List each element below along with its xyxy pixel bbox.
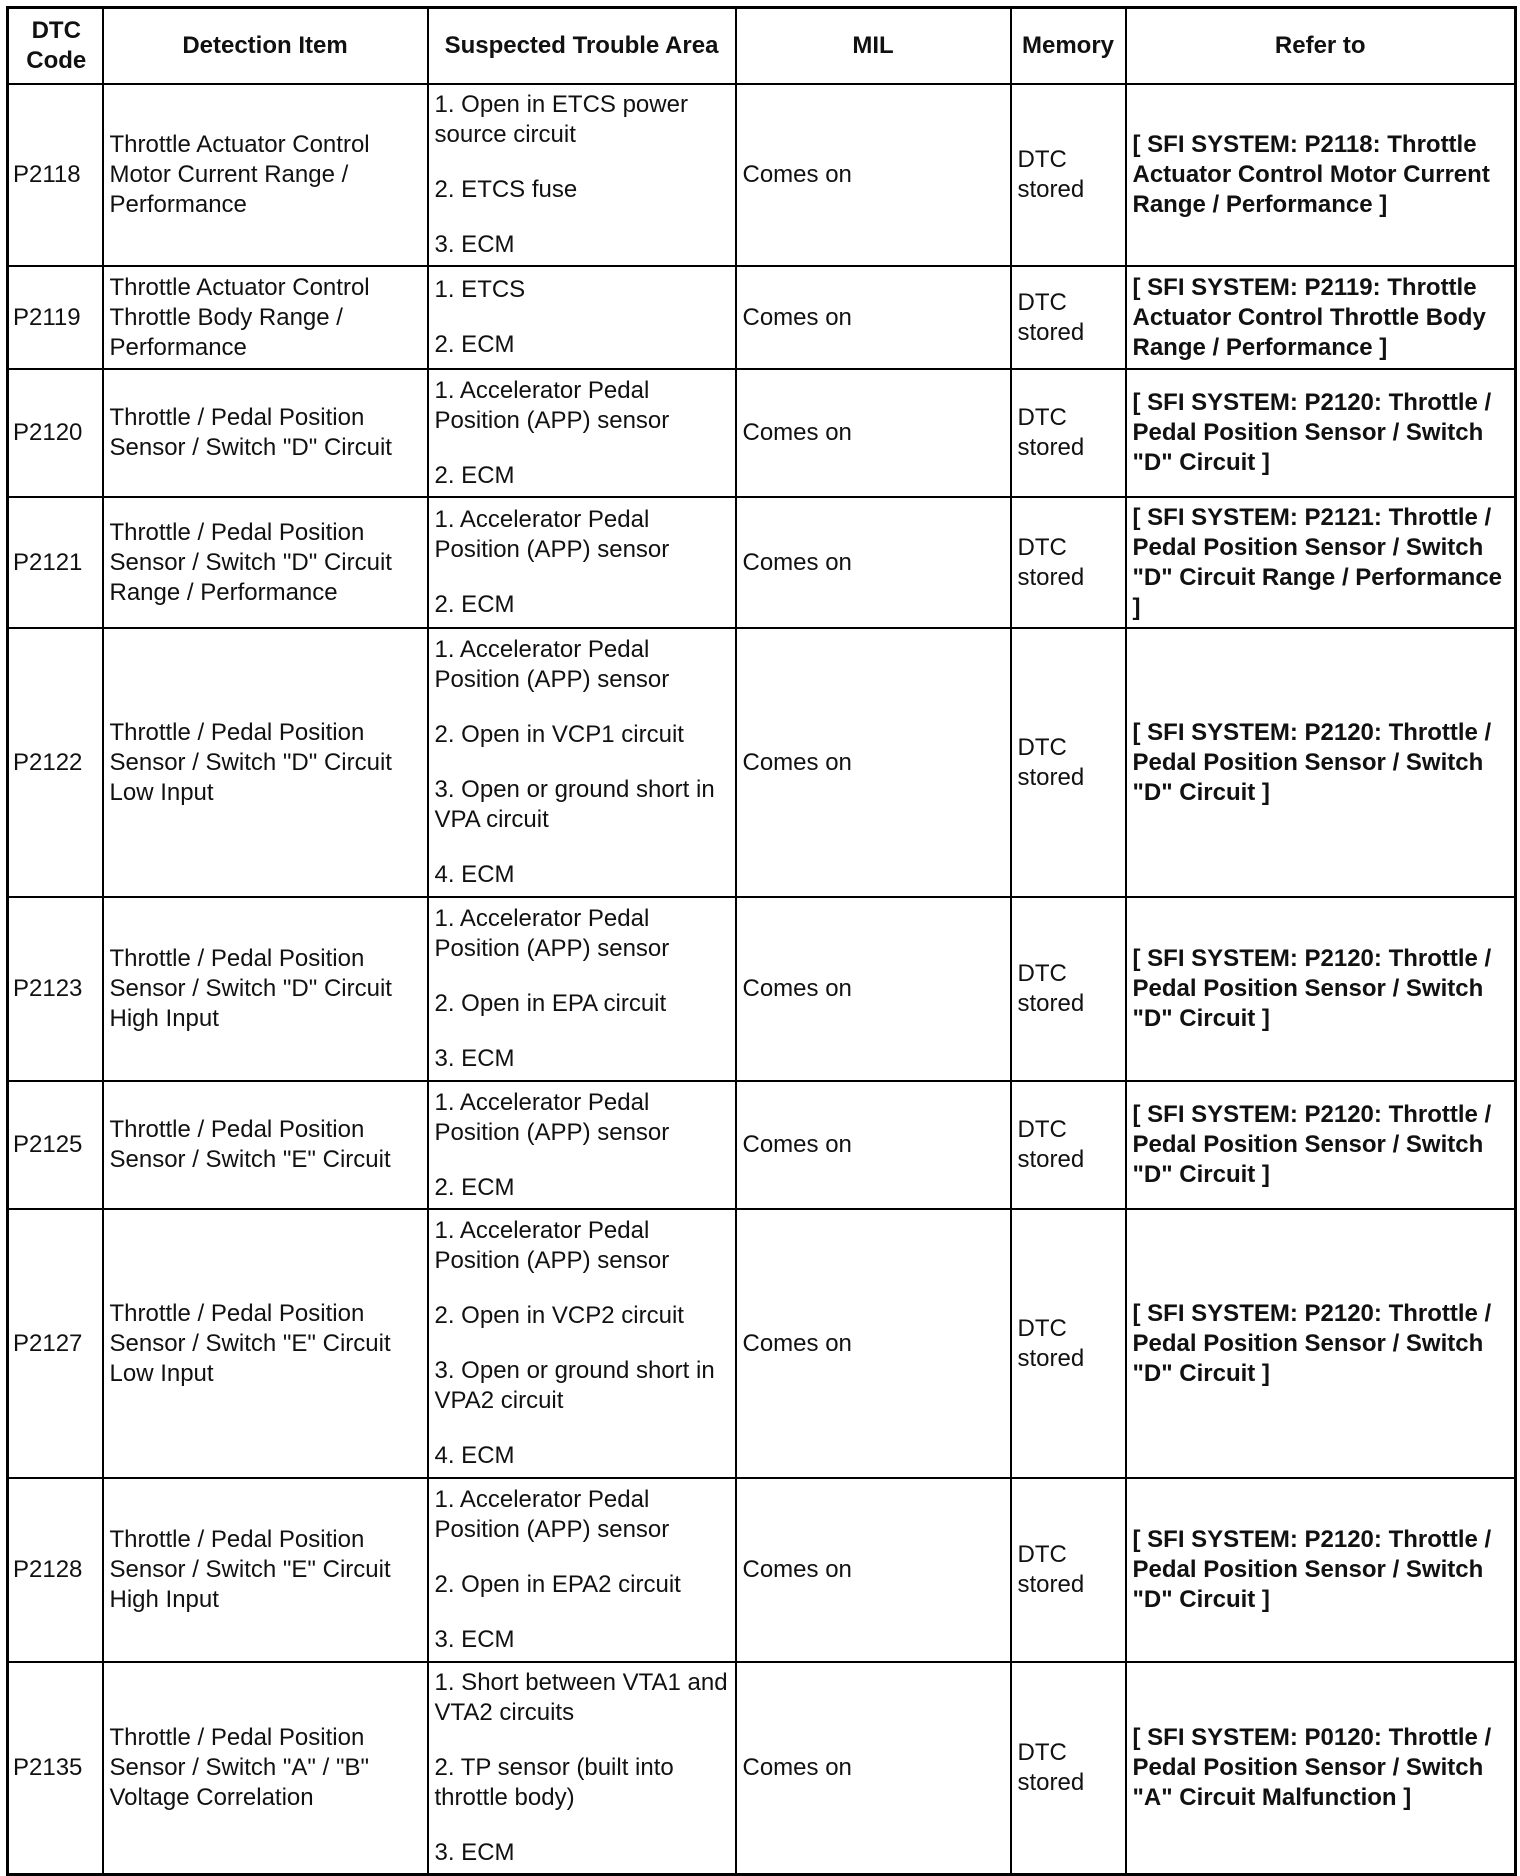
header-dtc-code: DTC Code: [8, 8, 103, 85]
trouble-item: 1. Open in ETCS power source circuit: [434, 91, 688, 148]
trouble-item: 2. Open in EPA circuit: [434, 990, 667, 1017]
document-page: [6, 6, 1514, 1876]
suspected-trouble-area-cell: [428, 266, 736, 369]
trouble-item: 3. Open or ground short in VPA circuit: [434, 776, 715, 833]
trouble-item: 2. ECM: [434, 331, 515, 358]
refer-to-cell: [ SFI SYSTEM: P2120: Throttle / Pedal Position Sensor / Switch "D" Circuit ]: [1126, 369, 1516, 497]
table-body: [8, 84, 1516, 1874]
mil-cell: Comes on: [736, 1081, 1011, 1209]
suspected-trouble-area-cell: [428, 1209, 736, 1478]
dtc-code-cell: P2121: [8, 497, 103, 628]
trouble-item: 4. ECM: [434, 1442, 515, 1469]
refer-to-cell: [ SFI SYSTEM: P0120: Throttle / Pedal Position Sensor / Switch "A" Circuit Malfunction ]: [1126, 1662, 1516, 1874]
suspected-trouble-area-cell: [428, 1662, 736, 1874]
mil-cell: Comes on: [736, 628, 1011, 897]
table-row: [8, 84, 1516, 266]
table-row: [8, 266, 1516, 369]
table-row: [8, 1662, 1516, 1874]
trouble-item: 1. Accelerator Pedal Position (APP) sensor: [434, 1486, 670, 1543]
memory-cell: DTC stored: [1011, 266, 1126, 369]
dtc-code-cell: P2122: [8, 628, 103, 897]
mil-cell: Comes on: [736, 1478, 1011, 1662]
table-row: [8, 628, 1516, 897]
trouble-item: 1. Accelerator Pedal Position (APP) sensor: [434, 905, 670, 962]
detection-item-cell: Throttle / Pedal Position Sensor / Switch "D" Circuit Range / Performance: [103, 497, 428, 628]
detection-item-cell: Throttle / Pedal Position Sensor / Switch "D" Circuit High Input: [103, 897, 428, 1081]
detection-item-cell: Throttle / Pedal Position Sensor / Switch "E" Circuit: [103, 1081, 428, 1209]
mil-cell: Comes on: [736, 1662, 1011, 1874]
suspected-trouble-area-cell: [428, 628, 736, 897]
mil-cell: Comes on: [736, 897, 1011, 1081]
dtc-code-cell: P2135: [8, 1662, 103, 1874]
dtc-code-cell: P2123: [8, 897, 103, 1081]
refer-to-cell: [ SFI SYSTEM: P2120: Throttle / Pedal Position Sensor / Switch "D" Circuit ]: [1126, 1209, 1516, 1478]
memory-cell: DTC stored: [1011, 897, 1126, 1081]
memory-cell: DTC stored: [1011, 1209, 1126, 1478]
memory-cell: DTC stored: [1011, 84, 1126, 266]
dtc-code-cell: P2127: [8, 1209, 103, 1478]
trouble-item: 3. Open or ground short in VPA2 circuit: [434, 1357, 715, 1414]
refer-to-cell: [ SFI SYSTEM: P2119: Throttle Actuator Control Throttle Body Range / Performance ]: [1126, 266, 1516, 369]
dtc-code-cell: P2119: [8, 266, 103, 369]
table-row: [8, 1209, 1516, 1478]
table-row: [8, 497, 1516, 628]
trouble-item: 2. TP sensor (built into throttle body): [434, 1753, 674, 1811]
header-detection-item: Detection Item: [103, 8, 428, 85]
trouble-item: 2. Open in EPA2 circuit: [434, 1571, 681, 1598]
trouble-item: 2. Open in VCP2 circuit: [434, 1302, 684, 1329]
header-memory: Memory: [1011, 8, 1126, 85]
header-suspected-trouble-area: Suspected Trouble Area: [428, 8, 736, 85]
detection-item-cell: Throttle Actuator Control Motor Current Range / Performance: [103, 84, 428, 266]
memory-cell: DTC stored: [1011, 1662, 1126, 1874]
detection-item-cell: Throttle / Pedal Position Sensor / Switch "D" Circuit: [103, 369, 428, 497]
mil-cell: Comes on: [736, 497, 1011, 628]
refer-to-cell: [ SFI SYSTEM: P2121: Throttle / Pedal Position Sensor / Switch "D" Circuit Range / Performance ]: [1126, 497, 1516, 628]
suspected-trouble-area-cell: [428, 897, 736, 1081]
refer-to-cell: [ SFI SYSTEM: P2120: Throttle / Pedal Position Sensor / Switch "D" Circuit ]: [1126, 897, 1516, 1081]
mil-cell: Comes on: [736, 266, 1011, 369]
trouble-item: 2. ECM: [434, 461, 515, 489]
suspected-trouble-area-cell: [428, 1081, 736, 1209]
header-row: [8, 8, 1516, 85]
trouble-item: 2. ETCS fuse: [434, 176, 578, 203]
trouble-item: 1. ETCS: [434, 276, 526, 303]
memory-cell: DTC stored: [1011, 369, 1126, 497]
detection-item-cell: Throttle / Pedal Position Sensor / Switch "A" / "B" Voltage Correlation: [103, 1662, 428, 1874]
trouble-item: 3. ECM: [434, 1626, 515, 1653]
memory-cell: DTC stored: [1011, 497, 1126, 628]
trouble-item: 1. Accelerator Pedal Position (APP) sensor: [434, 506, 670, 563]
dtc-table: [6, 6, 1517, 1876]
refer-to-cell: [ SFI SYSTEM: P2120: Throttle / Pedal Position Sensor / Switch "D" Circuit ]: [1126, 1081, 1516, 1209]
header-refer-to: Refer to: [1126, 8, 1516, 85]
dtc-code-cell: P2118: [8, 84, 103, 266]
mil-cell: Comes on: [736, 369, 1011, 497]
trouble-item: 3. ECM: [434, 1838, 515, 1866]
dtc-code-cell: P2120: [8, 369, 103, 497]
table-row: [8, 1478, 1516, 1662]
trouble-item: 1. Short between VTA1 and VTA2 circuits: [434, 1668, 728, 1726]
trouble-item: 1. Accelerator Pedal Position (APP) sensor: [434, 636, 670, 693]
header-mil: MIL: [736, 8, 1011, 85]
trouble-item: 2. ECM: [434, 591, 515, 618]
trouble-item: 2. Open in VCP1 circuit: [434, 721, 684, 748]
refer-to-cell: [ SFI SYSTEM: P2118: Throttle Actuator Control Motor Current Range / Performance ]: [1126, 84, 1516, 266]
suspected-trouble-area-cell: [428, 1478, 736, 1662]
trouble-item: 3. ECM: [434, 231, 515, 258]
trouble-item: 1. Accelerator Pedal Position (APP) sensor: [434, 1088, 670, 1146]
memory-cell: DTC stored: [1011, 628, 1126, 897]
mil-cell: Comes on: [736, 1209, 1011, 1478]
refer-to-cell: [ SFI SYSTEM: P2120: Throttle / Pedal Position Sensor / Switch "D" Circuit ]: [1126, 628, 1516, 897]
trouble-item: 1. Accelerator Pedal Position (APP) sensor: [434, 1217, 670, 1274]
memory-cell: DTC stored: [1011, 1081, 1126, 1209]
trouble-item: 3. ECM: [434, 1045, 515, 1072]
dtc-code-cell: P2125: [8, 1081, 103, 1209]
trouble-item: 2. ECM: [434, 1173, 515, 1201]
suspected-trouble-area-cell: [428, 497, 736, 628]
suspected-trouble-area-cell: [428, 369, 736, 497]
trouble-item: 4. ECM: [434, 861, 515, 888]
detection-item-cell: Throttle / Pedal Position Sensor / Switch "E" Circuit High Input: [103, 1478, 428, 1662]
refer-to-cell: [ SFI SYSTEM: P2120: Throttle / Pedal Position Sensor / Switch "D" Circuit ]: [1126, 1478, 1516, 1662]
mil-cell: Comes on: [736, 84, 1011, 266]
suspected-trouble-area-cell: [428, 84, 736, 266]
table-row: [8, 897, 1516, 1081]
memory-cell: DTC stored: [1011, 1478, 1126, 1662]
dtc-code-cell: P2128: [8, 1478, 103, 1662]
table-row: [8, 1081, 1516, 1209]
detection-item-cell: Throttle / Pedal Position Sensor / Switch "E" Circuit Low Input: [103, 1209, 428, 1478]
detection-item-cell: Throttle / Pedal Position Sensor / Switch "D" Circuit Low Input: [103, 628, 428, 897]
detection-item-cell: Throttle Actuator Control Throttle Body Range / Performance: [103, 266, 428, 369]
table-row: [8, 369, 1516, 497]
trouble-item: 1. Accelerator Pedal Position (APP) sensor: [434, 376, 670, 434]
